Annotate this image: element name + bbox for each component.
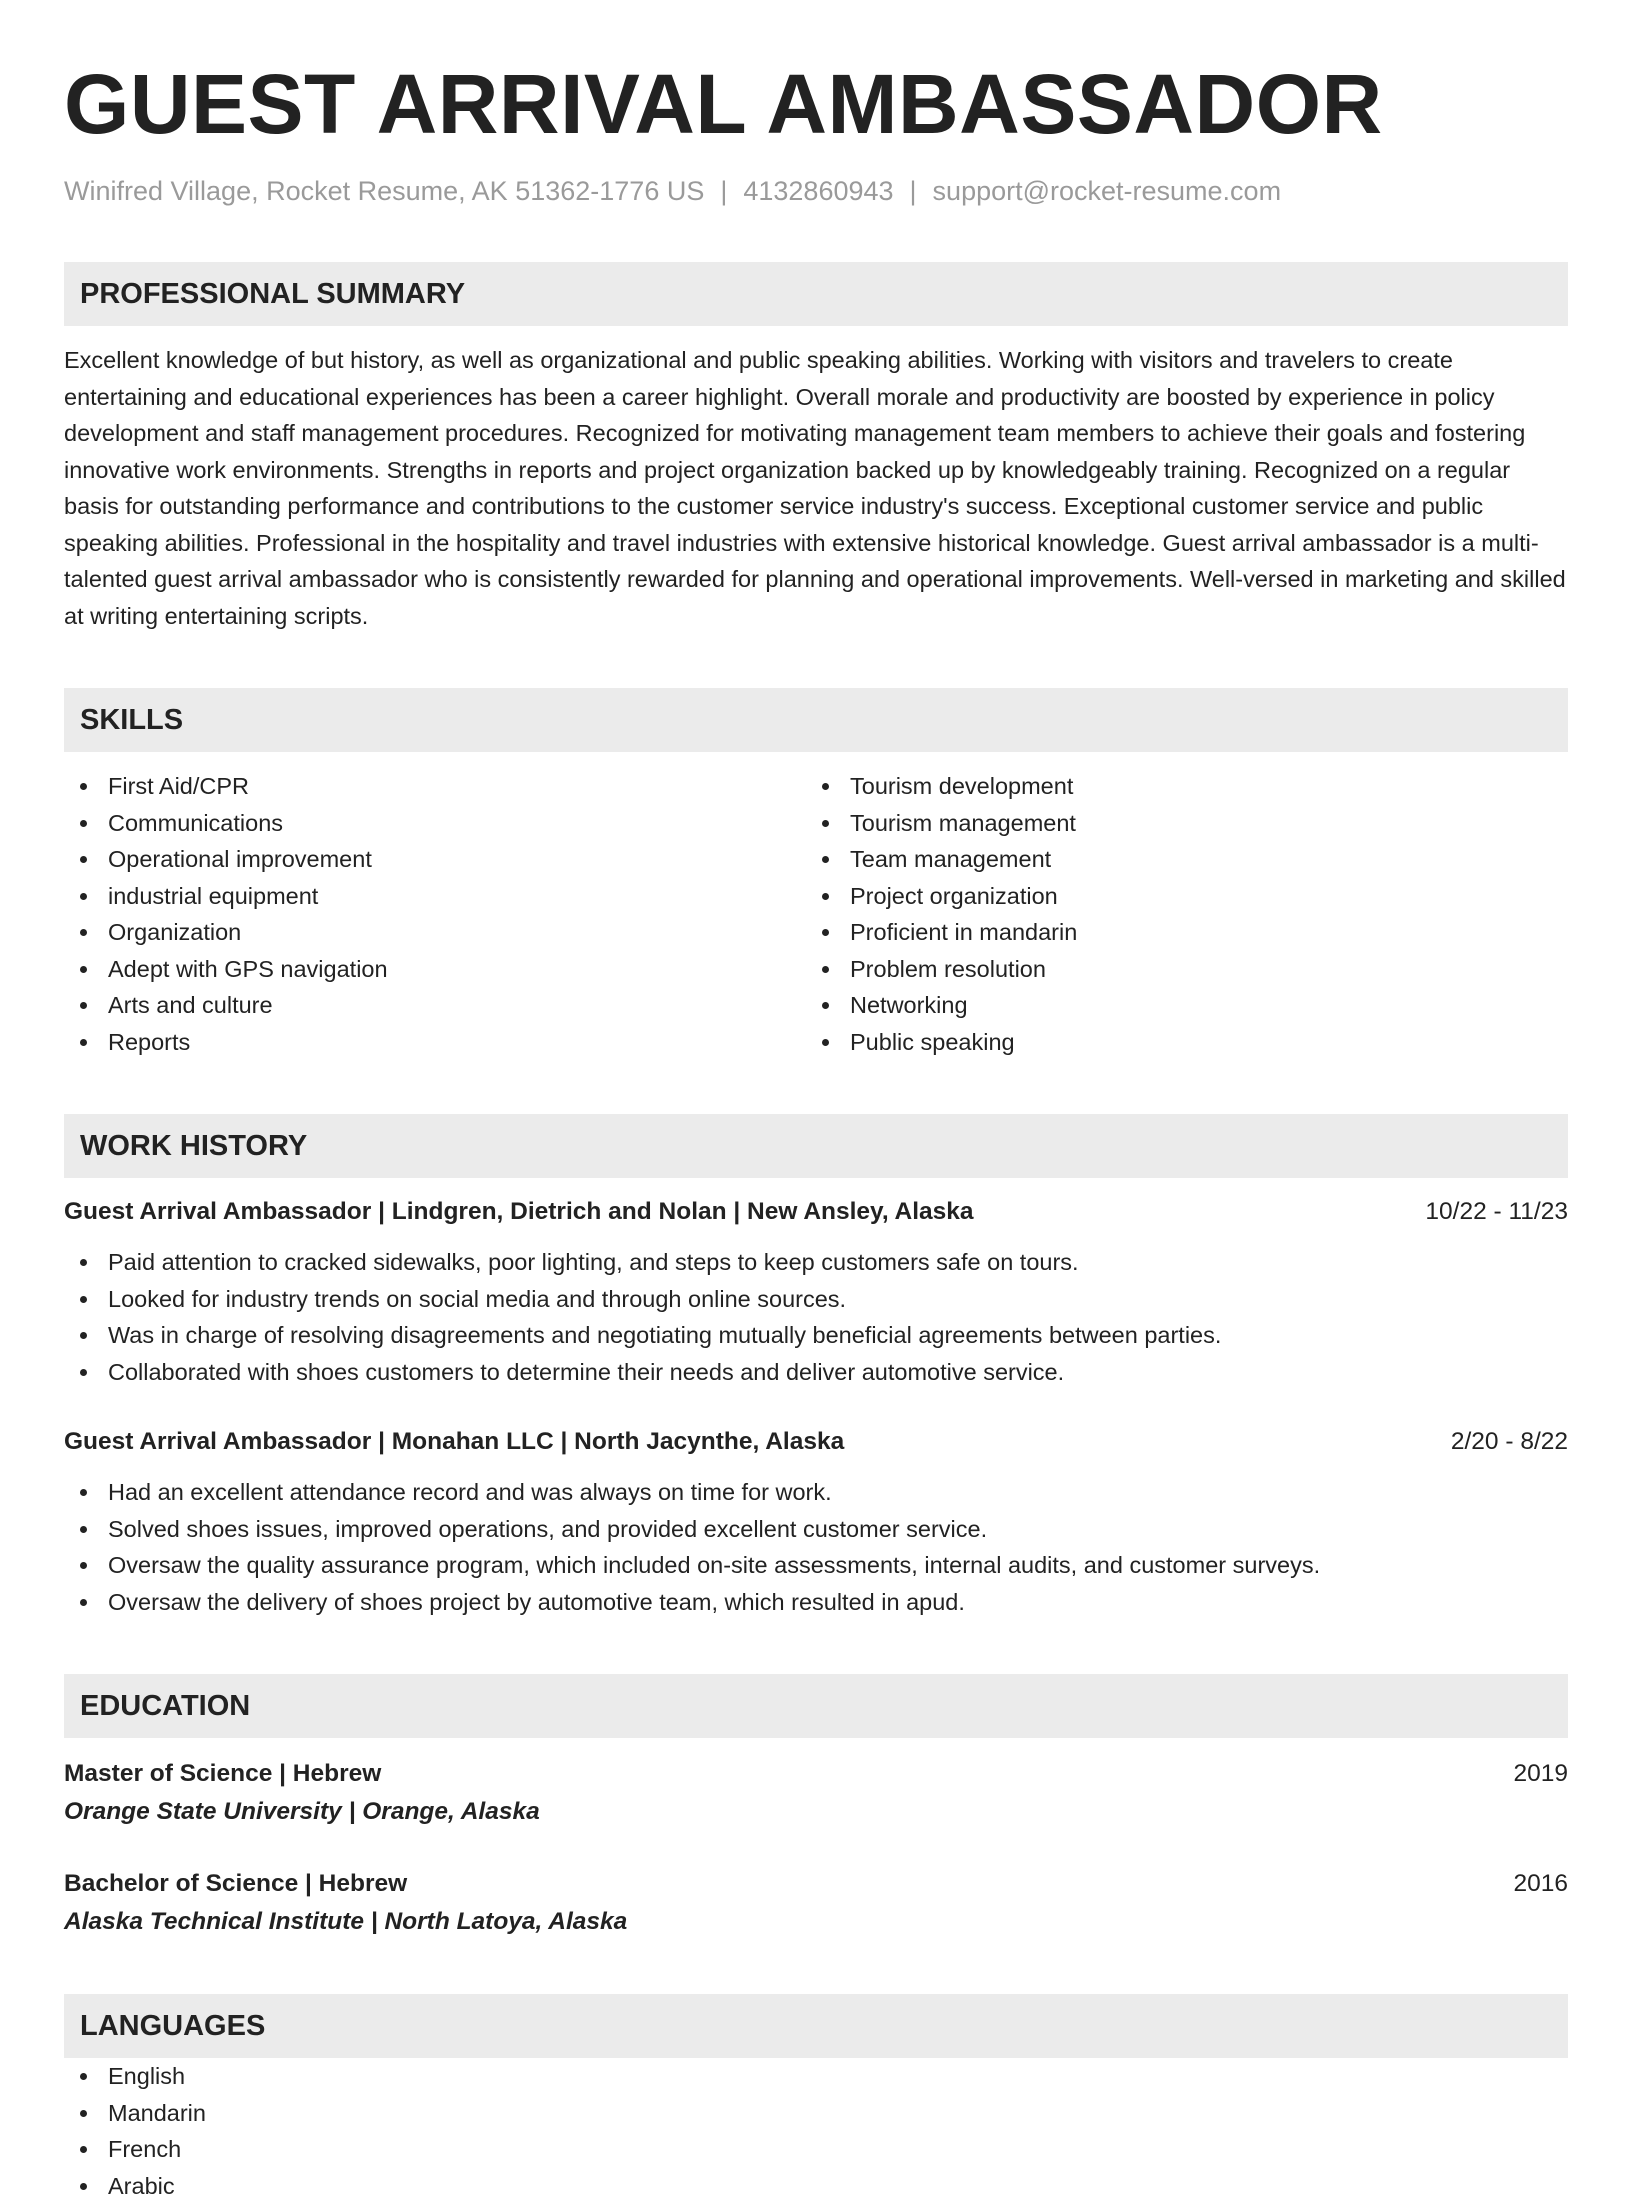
job-bullet: Paid attention to cracked sidewalks, poor lighting, and steps to keep customers safe on tours. [64,1244,1568,1281]
education-entry [64,1756,1568,1830]
job-bullets [64,1474,1568,1620]
contact-email: support@rocket-resume.com [933,176,1282,206]
section-header-skills: SKILLS [64,688,1568,752]
education-school: Alaska Technical Institute | North Latoya, Alaska [64,1904,1568,1940]
contact-phone: 4132860943 [743,176,893,206]
skill-item: Tourism development [806,768,1548,805]
job-header [64,1424,1568,1460]
section-header-education: EDUCATION [64,1674,1568,1738]
skills-column-left [64,768,806,1060]
skill-item: Adept with GPS navigation [64,951,806,988]
job-title: Guest Arrival Ambassador | Monahan LLC | North Jacynthe, Alaska [64,1424,844,1460]
skill-item: Proficient in mandarin [806,914,1548,951]
job-bullet: Was in charge of resolving disagreements and negotiating mutually beneficial agreements between parties. [64,1317,1568,1354]
contact-separator: | [704,174,743,208]
education-year: 2016 [1513,1866,1568,1902]
skill-item: industrial equipment [64,878,806,915]
skill-item: Organization [64,914,806,951]
resume-page [64,0,1568,2204]
job-bullet: Looked for industry trends on social media and through online sources. [64,1281,1568,1318]
education-degree: Bachelor of Science | Hebrew [64,1866,407,1902]
job-bullet: Solved shoes issues, improved operations, and provided excellent customer service. [64,1511,1568,1548]
skills-list-right [806,768,1548,1060]
section-header-work-history: WORK HISTORY [64,1114,1568,1178]
job-header [64,1194,1568,1230]
contact-address: Winifred Village, Rocket Resume, AK 51362-1776 US [64,176,704,206]
section-header-languages: LANGUAGES [64,1994,1568,2058]
skills-column-right [806,768,1548,1060]
skill-item: Problem resolution [806,951,1548,988]
language-item: French [64,2131,1568,2168]
job-entry [64,1194,1568,1390]
summary-text: Excellent knowledge of but history, as well as organizational and public speaking abilities. Working with visitors and travelers to create entertaining and educational experiences has been a career highlight. Overall morale and productivity are boosted by experience in policy development and staff management procedures. Recognized for motivating management team members to achieve their goals and fostering innovative work environments. Strengths in reports and project organization backed up by knowledgeably training. Recognized on a regular basis for outstanding performance and contributions to the customer service industry's success. Exceptional customer service and public speaking abilities. Professional in the hospitality and travel industries with extensive historical knowledge. Guest arrival ambassador is a multi-talented guest arrival ambassador who is consistently rewarded for planning and operational improvements. Well-versed in marketing and skilled at writing entertaining scripts. [64,342,1568,634]
job-bullet: Had an excellent attendance record and was always on time for work. [64,1474,1568,1511]
education-school: Orange State University | Orange, Alaska [64,1794,1568,1830]
job-title: Guest Arrival Ambassador | Lindgren, Dietrich and Nolan | New Ansley, Alaska [64,1194,974,1230]
job-bullet: Oversaw the quality assurance program, which included on-site assessments, internal audits, and customer surveys. [64,1547,1568,1584]
skill-item: Arts and culture [64,987,806,1024]
skill-item: Networking [806,987,1548,1024]
language-item: English [64,2058,1568,2095]
language-item: Arabic [64,2168,1568,2204]
skill-item: Project organization [806,878,1548,915]
skills-list-left [64,768,806,1060]
candidate-name: GUEST ARRIVAL AMBASSADOR [64,0,1568,152]
education-entry [64,1866,1568,1940]
contact-separator: | [894,174,933,208]
skill-item: Tourism management [806,805,1548,842]
job-bullets [64,1244,1568,1390]
skill-item: Reports [64,1024,806,1061]
education-header [64,1866,1568,1902]
job-bullet: Oversaw the delivery of shoes project by automotive team, which resulted in apud. [64,1584,1568,1621]
skill-item: Operational improvement [64,841,806,878]
skill-item: Public speaking [806,1024,1548,1061]
skill-item: Team management [806,841,1548,878]
education-year: 2019 [1513,1756,1568,1792]
education-header [64,1756,1568,1792]
section-header-summary: PROFESSIONAL SUMMARY [64,262,1568,326]
languages-list [64,2058,1568,2204]
skill-item: Communications [64,805,806,842]
job-dates: 10/22 - 11/23 [1425,1194,1568,1230]
education-degree: Master of Science | Hebrew [64,1756,381,1792]
job-bullet: Collaborated with shoes customers to determine their needs and deliver automotive service. [64,1354,1568,1391]
contact-line [64,174,1568,208]
language-item: Mandarin [64,2095,1568,2132]
skills-grid [64,768,1568,1060]
job-dates: 2/20 - 8/22 [1451,1424,1568,1460]
job-entry [64,1424,1568,1620]
skill-item: First Aid/CPR [64,768,806,805]
